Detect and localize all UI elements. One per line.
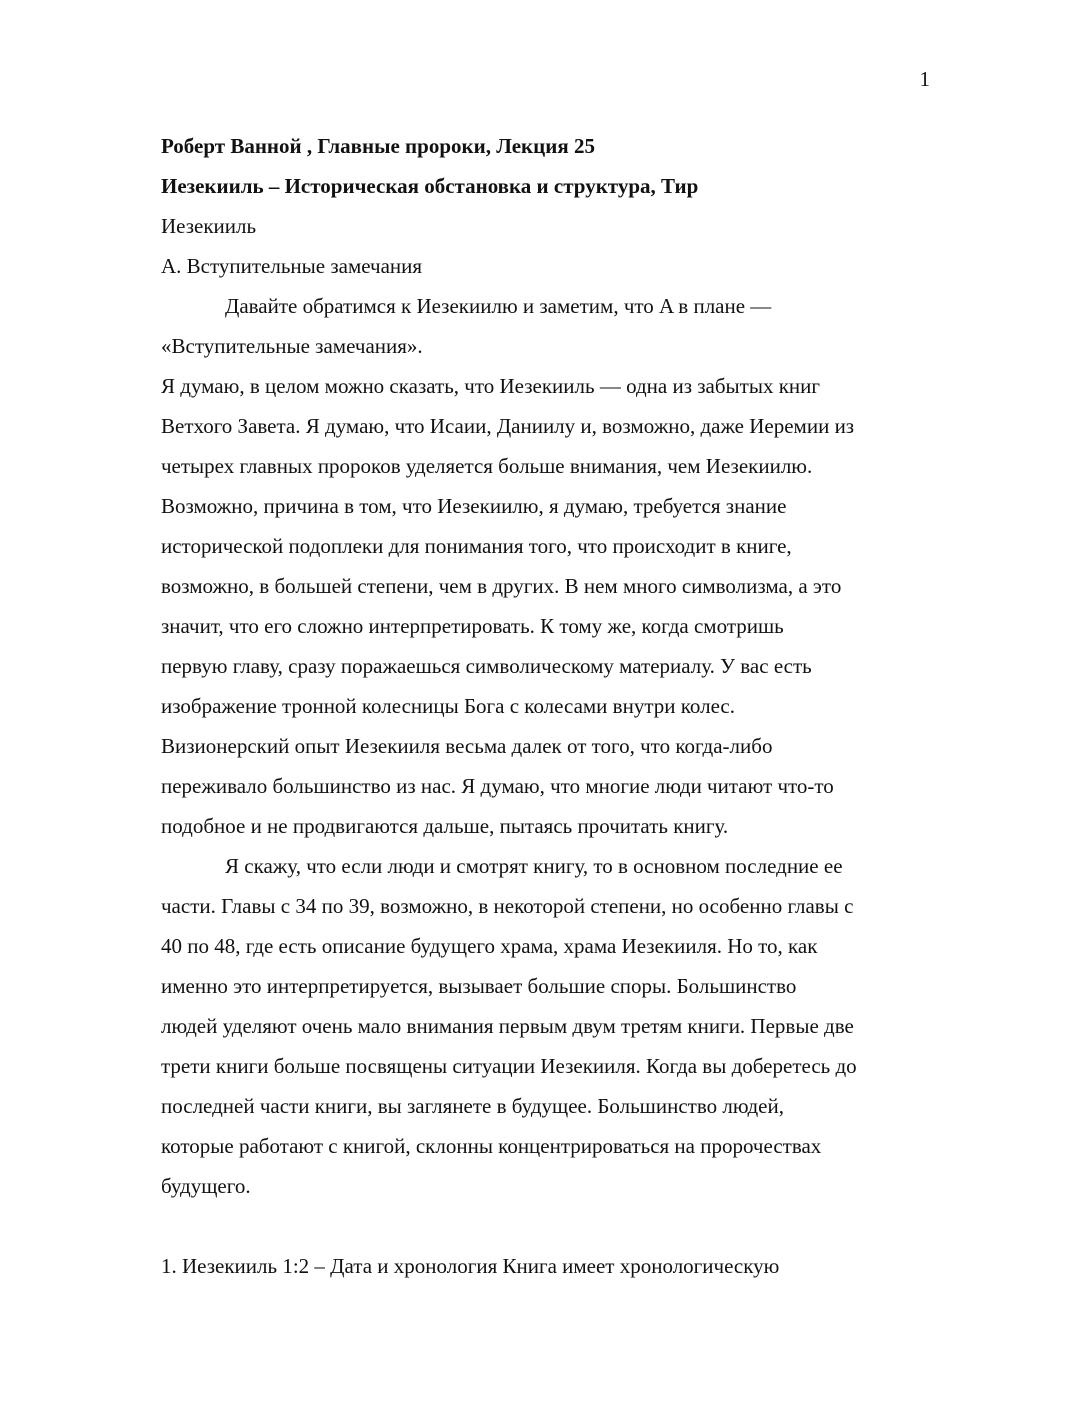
text-line: части. Главы с 34 по 39, возможно, в некоторой степени, но особенно главы с bbox=[161, 894, 854, 918]
document-title: Роберт Ванной , Главные пророки, Лекция 25 bbox=[161, 134, 595, 158]
text-line: переживало большинство из нас. Я думаю, что многие люди читают что-то bbox=[161, 774, 834, 798]
text-line: значит, что его сложно интерпретировать. К тому же, когда смотришь bbox=[161, 614, 784, 638]
text-line: Возможно, причина в том, что Иезекиилю, я думаю, требуется знание bbox=[161, 494, 787, 518]
text-line: именно это интерпретируется, вызывает большие споры. Большинство bbox=[161, 974, 797, 998]
text-line: трети книги больше посвящены ситуации Иезекииля. Когда вы доберетесь до bbox=[161, 1054, 857, 1078]
book-heading: Иезекииль bbox=[161, 214, 257, 238]
document-subtitle: Иезекииль – Историческая обстановка и структура, Тир bbox=[161, 174, 699, 198]
blank-line bbox=[161, 1206, 931, 1246]
text-line: людей уделяют очень мало внимания первым двум третям книги. Первые две bbox=[161, 1014, 854, 1038]
text-line: Визионерский опыт Иезекииля весьма далек от того, что когда-либо bbox=[161, 734, 773, 758]
text-line: исторической подоплеки для понимания того, что происходит в книге, bbox=[161, 534, 792, 558]
text-line: Я скажу, что если люди и смотрят книгу, то в основном последние ее bbox=[225, 854, 843, 878]
text-line: подобное и не продвигаются дальше, пытаясь прочитать книгу. bbox=[161, 814, 729, 838]
text-line: изображение тронной колесницы Бога с колесами внутри колес. bbox=[161, 694, 735, 718]
text-line: первую главу, сразу поражаешься символическому материалу. У вас есть bbox=[161, 654, 812, 678]
text-line: Я думаю, в целом можно сказать, что Иезекииль — одна из забытых книг bbox=[161, 374, 820, 398]
text-line: последней части книги, вы заглянете в будущее. Большинство людей, bbox=[161, 1094, 784, 1118]
text-line: Ветхого Завета. Я думаю, что Исаии, Даниилу и, возможно, даже Иеремии из bbox=[161, 414, 855, 438]
text-line: «Вступительные замечания». bbox=[161, 334, 423, 358]
text-line: которые работают с книгой, склонны концентрироваться на пророчествах bbox=[161, 1134, 822, 1158]
document-body bbox=[161, 126, 931, 1286]
section-heading-a: A. Вступительные замечания bbox=[161, 254, 423, 278]
text-line: четырех главных пророков уделяется больше внимания, чем Иезекиилю. bbox=[161, 454, 813, 478]
section-heading-1: 1. Иезекииль 1:2 – Дата и хронология Книга имеет хронологическую bbox=[161, 1254, 780, 1278]
page-number: 1 bbox=[919, 67, 930, 91]
text-line: Давайте обратимся к Иезекиилю и заметим, что A в плане — bbox=[225, 294, 772, 318]
text-line: будущего. bbox=[161, 1174, 251, 1198]
text-line: возможно, в большей степени, чем в других. В нем много символизма, а это bbox=[161, 574, 842, 598]
text-line: 40 по 48, где есть описание будущего храма, храма Иезекииля. Но то, как bbox=[161, 934, 818, 958]
